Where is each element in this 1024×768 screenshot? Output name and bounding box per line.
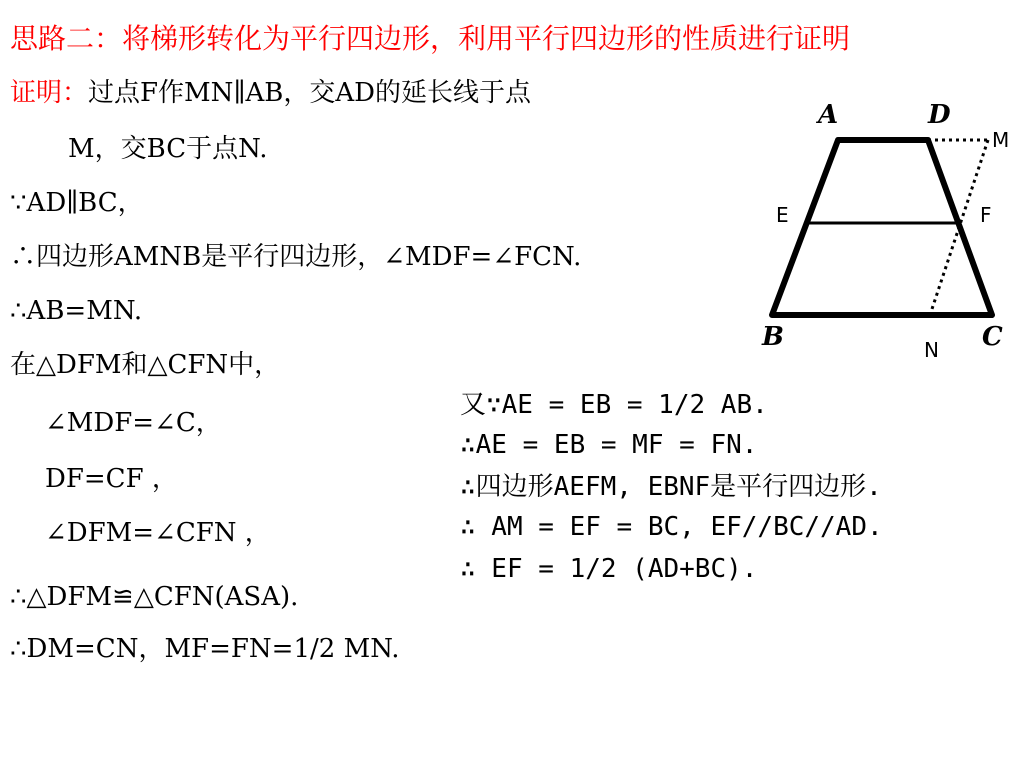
trapezoid-diagram [760,95,1020,370]
right-proof-line-1: 又∵AE = EB = 1/2 AB. [460,390,768,420]
label-a: A [818,100,839,130]
proof-line-6: 在△DFM和△CFN中， [10,350,281,380]
proof-line-11: ∴DM=CN，MF=FN=1/2 MN. [10,634,400,664]
proof-line-8: DF=CF ， [45,464,178,494]
right-proof-line-3: ∴四边形AEFM, EBNF是平行四边形. [460,472,882,502]
label-d: D [928,100,951,130]
label-n: N [924,338,939,362]
label-f: F [980,203,992,227]
proof-line-5: ∴AB=MN. [10,296,143,326]
page-title: 思路二：将梯形转化为平行四边形，利用平行四边形的性质进行证明 [10,22,851,55]
label-m: M [992,128,1010,152]
proof-line-4: ∴四边形AMNB是平行四边形，∠MDF=∠FCN. [10,242,582,272]
right-proof-line-5: ∴ EF = 1/2 (AD+BC). [460,554,758,584]
proof-text-1: 过点F作MN∥AB，交AD的延长线于点 [88,78,531,108]
right-proof-line-4: ∴ AM = EF = BC, EF//BC//AD. [460,512,883,542]
label-b: B [762,322,784,352]
proof-line-2: M，交BC于点N. [68,134,268,164]
label-c: C [982,322,1003,352]
proof-line-3: ∵AD∥BC， [10,188,144,218]
proof-line-1 [10,80,531,106]
proof-line-9: ∠DFM=∠CFN ， [45,518,271,548]
proof-line-7: ∠MDF=∠C， [45,408,222,438]
label-e: E [776,203,789,227]
proof-label: 证明： [10,78,89,108]
right-proof-line-2: ∴AE = EB = MF = FN. [460,430,758,460]
proof-line-10: ∴△DFM≌△CFN(ASA). [10,582,299,612]
